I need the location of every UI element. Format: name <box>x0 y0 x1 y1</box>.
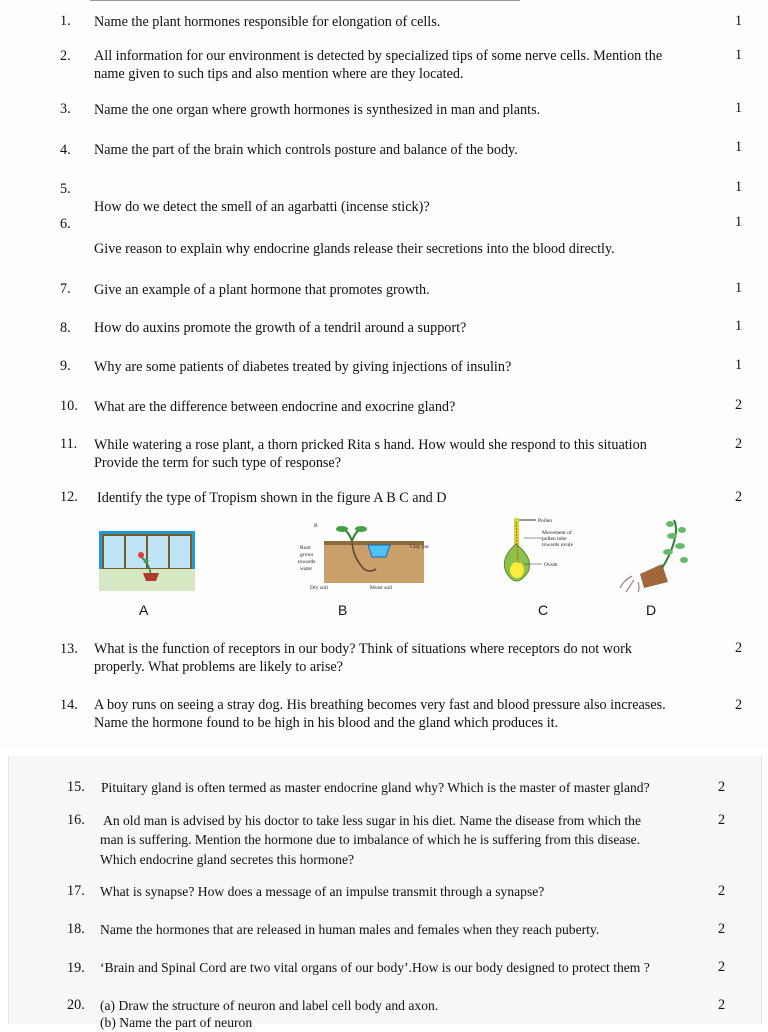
question-text: What is synapse? How does a message of an impulse transmit through a synapse? <box>100 884 545 899</box>
question-number: 5. <box>60 181 71 197</box>
question-text-line2: Provide the term for such type of response? <box>94 455 342 471</box>
question-text: Give an example of a plant hormone that promotes growth. <box>94 282 430 298</box>
question-text: All information for our environment is detected by specialized tips of some nerve cells. Mention the <box>94 48 663 64</box>
question-text-line2: (b) Name the part of neuron <box>100 1015 253 1030</box>
fig-b-root-label: grows <box>300 552 314 558</box>
fig-b-pot-label: Clay pot <box>410 544 429 550</box>
question-text: Pituitary gland is often termed as master endocrine gland why? Which is the master of master gland? <box>101 780 650 795</box>
figure-label-c: C <box>538 602 549 618</box>
question-marks: 1 <box>735 100 743 116</box>
fig-c-side-label: Movement of <box>542 530 572 536</box>
top-rule <box>90 0 520 1</box>
question-marks: 1 <box>735 357 743 373</box>
tropism-figure-a <box>99 531 195 591</box>
tropism-figure-b <box>298 519 450 591</box>
tropism-figure-c <box>498 514 578 592</box>
question-text-line2: man is suffering. Mention the hormone due to imbalance of which he is suffering from this disease. <box>100 832 641 847</box>
question-marks: 2 <box>718 812 726 828</box>
question-marks: 1 <box>735 13 743 29</box>
question-marks: 1 <box>735 214 743 230</box>
question-marks: 2 <box>735 489 743 505</box>
tropism-figure-d <box>610 516 696 592</box>
question-marks: 2 <box>718 883 726 899</box>
figure-label-b: B <box>338 602 348 618</box>
question-number: 10. <box>60 398 78 414</box>
question-number: 9. <box>60 358 71 374</box>
question-text: An old man is advised by his doctor to take less sugar in his diet. Name the disease from which the <box>103 813 641 828</box>
question-number: 7. <box>60 281 71 297</box>
question-text: ‘Brain and Spinal Cord are two vital organs of our body’.How is our body designed to protect them ? <box>100 960 650 975</box>
question-marks: 1 <box>735 179 743 195</box>
question-text: Identify the type of Tropism shown in the figure A B C and D <box>97 490 447 506</box>
question-text: What are the difference between endocrine and exocrine gland? <box>94 399 456 415</box>
question-number: 8. <box>60 320 71 336</box>
question-marks: 2 <box>735 640 743 656</box>
question-marks: 2 <box>735 436 743 452</box>
question-text: What is the function of receptors in our body? Think of situations where receptors do not work <box>94 641 632 657</box>
question-text: (a) Draw the structure of neuron and label cell body and axon. <box>100 998 439 1013</box>
question-marks: 2 <box>718 921 726 937</box>
question-number: 11. <box>60 436 78 452</box>
question-text: While watering a rose plant, a thorn pricked Rita s hand. How would she respond to this situation <box>94 437 647 453</box>
question-number: 1. <box>60 13 71 29</box>
question-marks: 2 <box>735 397 743 413</box>
fig-c-ovule-label: Ovule <box>544 562 558 568</box>
question-number: 15. <box>67 779 85 795</box>
question-marks: 2 <box>735 697 743 713</box>
question-marks: 1 <box>735 47 743 63</box>
fig-b-dry-label: Dry soil <box>310 585 328 591</box>
question-number: 2. <box>60 48 71 64</box>
question-text: Give reason to explain why endocrine glands release their secretions into the blood directly. <box>94 241 615 257</box>
question-text: Name the hormones that are released in human males and females when they reach puberty. <box>100 922 600 937</box>
page-gap <box>0 748 768 756</box>
question-text: Why are some patients of diabetes treated by giving injections of insulin? <box>94 359 512 375</box>
question-marks: 2 <box>718 779 726 795</box>
question-text: Name the part of the brain which controls posture and balance of the body. <box>94 142 518 158</box>
fig-b-root-label: towards <box>298 559 316 565</box>
question-marks: 2 <box>718 959 726 975</box>
question-marks: 2 <box>718 997 726 1013</box>
question-text-line2: properly. What problems are likely to arise? <box>94 659 343 675</box>
question-marks: 1 <box>735 139 743 155</box>
question-text-line2: name given to such tips and also mention where are they located. <box>94 66 464 82</box>
question-marks: 1 <box>735 280 743 296</box>
fig-c-side-label: pollen tube <box>542 536 567 542</box>
question-number: 4. <box>60 142 71 158</box>
question-text: How do auxins promote the growth of a tendril around a support? <box>94 320 467 336</box>
question-number: 18. <box>67 921 85 937</box>
figure-label-d: D <box>646 602 657 618</box>
question-text-line3: Which endocrine gland secretes this hormone? <box>100 852 355 867</box>
question-number: 6. <box>60 216 71 232</box>
question-number: 13. <box>60 641 78 657</box>
question-marks: 1 <box>735 318 743 334</box>
question-number: 14. <box>60 697 78 713</box>
fig-c-top-label: Pollen <box>538 518 553 524</box>
question-text: A boy runs on seeing a stray dog. His breathing becomes very fast and blood pressure also increases. <box>94 697 666 713</box>
question-text: Name the plant hormones responsible for elongation of cells. <box>94 14 441 30</box>
question-number: 3. <box>60 101 71 117</box>
question-text-line2: Name the hormone found to be high in his blood and the gland which produces it. <box>94 715 559 731</box>
question-number: 16. <box>67 812 85 828</box>
question-number: 17. <box>67 883 85 899</box>
fig-b-moist-label: Moist soil <box>370 585 393 591</box>
fig-b-root-label: Root <box>300 545 311 551</box>
question-number: 19. <box>67 960 85 976</box>
figure-label-a: A <box>139 602 149 618</box>
fig-b-root-label: water <box>300 566 313 572</box>
question-text: How do we detect the smell of an agarbatti (incense stick)? <box>94 199 430 215</box>
fig-c-side-label: towards ovule <box>542 542 574 548</box>
question-text: Name the one organ where growth hormones is synthesized in man and plants. <box>94 102 541 118</box>
fig-b-top-label: B <box>314 523 318 529</box>
question-number: 20. <box>67 997 85 1013</box>
question-number: 12. <box>60 489 78 505</box>
